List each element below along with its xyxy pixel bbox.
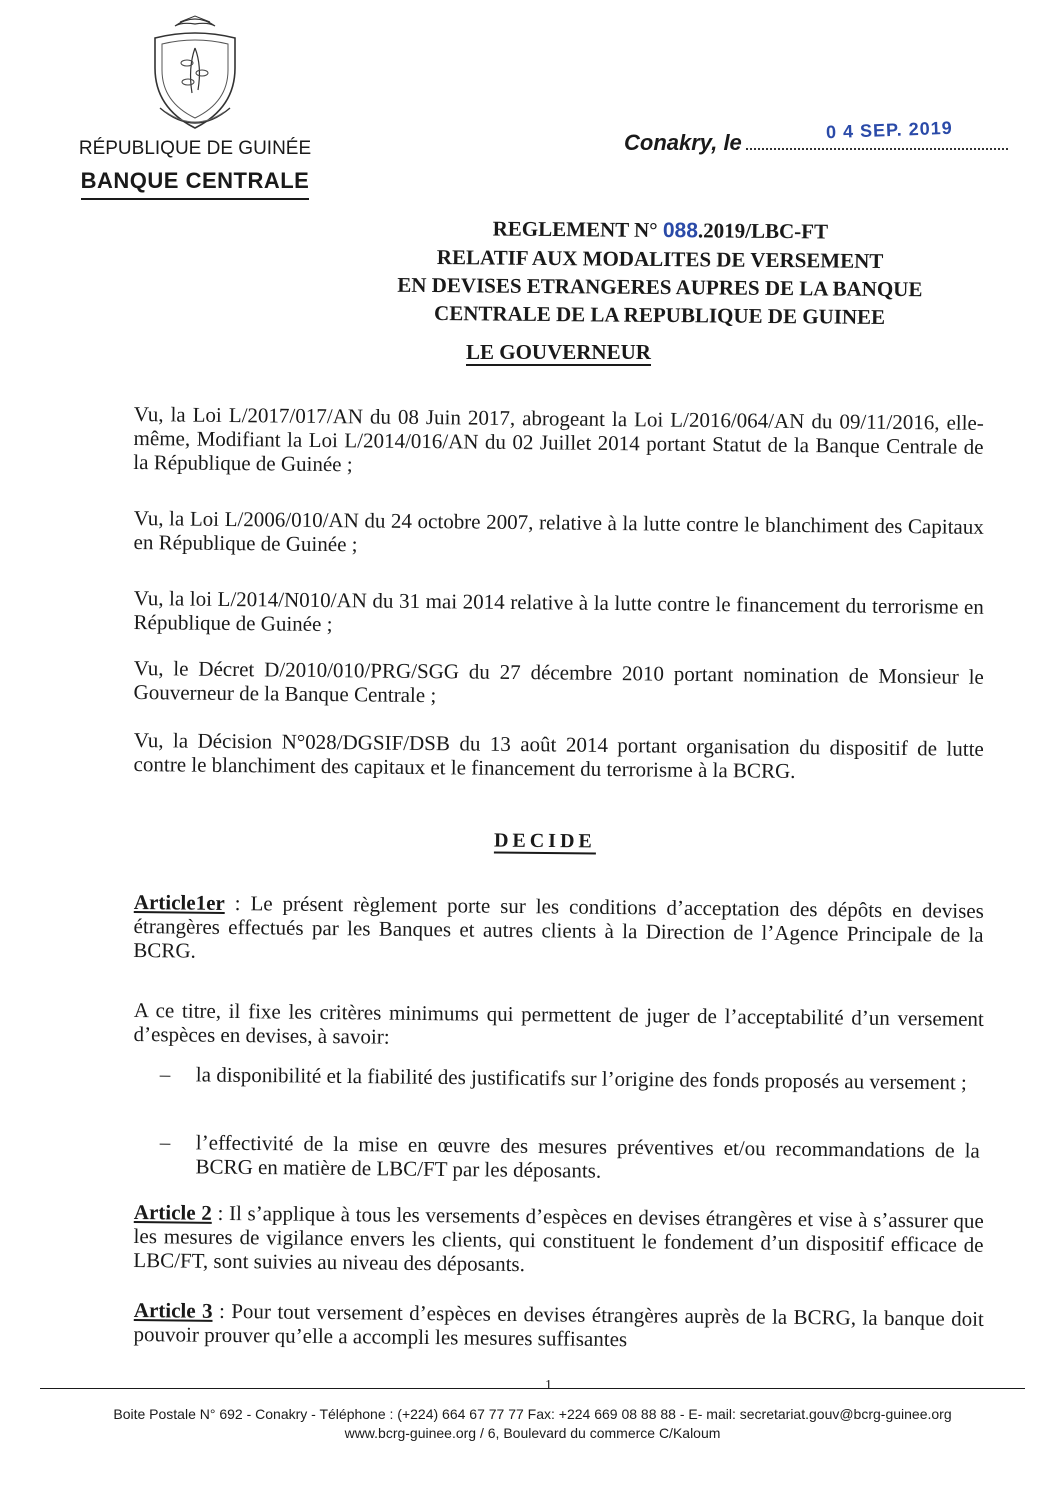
article-1 <box>133 890 984 971</box>
bullet-dash: – <box>159 1062 171 1087</box>
date-stamp: 0 4 SEP. 2019 <box>825 117 954 143</box>
authority-text: LE GOUVERNEUR <box>466 340 651 364</box>
consideration-5: Vu, la Décision N°028/DGSIF/DSB du 13 août 2014 portant organisation du dispositif de lutte contre le blanchiment des capitaux et le financement du terrorisme à la BCRG. <box>133 728 984 783</box>
decide-heading <box>494 830 596 854</box>
article-3-text: : Pour tout versement d’espèces en devises étrangères auprès de la BCRG, la banque doit pouvoir prouver qu’elle a accompli les mesures suffisantes <box>133 1298 984 1352</box>
footer-contact: Boite Postale N° 692 - Conakry - Téléphone : (+224) 664 67 77 77 Fax: +224 669 08 88 88 - E- mail: secretariat.gouv@bcrg-guinee.org <box>113 1406 952 1422</box>
title-prefix: REGLEMENT N° <box>492 216 658 242</box>
bank-name-text: BANQUE CENTRALE <box>81 168 310 200</box>
article-2-label: Article 2 <box>133 1200 212 1225</box>
consideration-2: Vu, la Loi L/2006/010/AN du 24 octobre 2007, relative à la lutte contre le blanchiment des Capitaux en République de Guinée ; <box>133 506 984 557</box>
article-3 <box>133 1298 983 1355</box>
country-name: RÉPUBLIQUE DE GUINÉE <box>78 138 312 159</box>
title-line-3: EN DEVISES ETRANGERES AUPRES DE LA BANQUE <box>397 272 923 302</box>
footer-address: www.bcrg-guinee.org / 6, Boulevard du commerce C/Kaloum <box>344 1425 721 1441</box>
bullet-dash: – <box>159 1130 171 1155</box>
bullet-item-1-text: la disponibilité et la fiabilité des justificatifs sur l’origine des fonds proposés au versement ; <box>195 1062 967 1095</box>
article-1-text: : Le présent règlement porte sur les conditions d’acceptation des dépôts en devises étrangères effectués par les Banques et autres clients à la Direction de l’Agence Principale de la BCRG. <box>133 890 984 963</box>
article-2 <box>133 1200 984 1281</box>
article-1-label: Article1er <box>133 890 225 915</box>
title-suffix: .2019/LBC-FT <box>697 218 829 244</box>
page-number: 1 <box>545 1378 552 1393</box>
bullet-item-2 <box>159 1130 979 1187</box>
coat-of-arms-emblem <box>140 8 250 138</box>
consideration-4: Vu, le Décret D/2010/010/PRG/SGG du 27 décembre 2010 portant nomination de Monsieur le Gouverneur de la Banque Centrale ; <box>133 656 984 708</box>
bullet-item-1 <box>160 1062 980 1095</box>
consideration-3: Vu, la loi L/2014/N010/AN du 31 mai 2014 relative à la lutte contre le financement du terrorisme en République de Guinée ; <box>133 586 984 637</box>
regulation-number: 088 <box>662 219 699 243</box>
regulation-title <box>300 213 1021 332</box>
footer-divider <box>40 1388 1025 1389</box>
title-line-4: CENTRALE DE LA REPUBLIQUE DE GUINEE <box>434 301 886 329</box>
place-label: Conakry, le <box>624 130 742 155</box>
article-3-label: Article 3 <box>133 1298 213 1323</box>
decide-text: DECIDE <box>493 829 596 853</box>
title-line-2: RELATIF AUX MODALITES DE VERSEMENT <box>436 245 884 273</box>
bank-name <box>70 168 320 200</box>
article-1-paragraph-2: A ce titre, il fixe les critères minimums qui permettent de juger de l’acceptabilité d’un versement d’espèces en devises, à savoir: <box>133 998 984 1049</box>
article-2-text: : Il s’applique à tous les versements d’espèces en devises étrangères et vise à s’assurer que les mesures de vigilance envers les clients, qui constituent le fondement d’un dispositif efficace de LBC/FT, sont suivies au niveau des déposants. <box>133 1200 984 1277</box>
consideration-1: Vu, la Loi L/2017/017/AN du 08 Juin 2017, abrogeant la Loi L/2016/064/AN du 09/11/2016, elle-même, Modifiant la Loi L/2014/016/AN du 02 Juillet 2014 portant Statut de la Banque Centrale de la République de Guinée ; <box>133 402 984 477</box>
bullet-item-2-text: l’effectivité de la mise en œuvre des mesures préventives et/ou recommandations de la BCRG en matière de LBC/FT par les déposants. <box>195 1130 980 1183</box>
authority-heading <box>466 340 651 365</box>
